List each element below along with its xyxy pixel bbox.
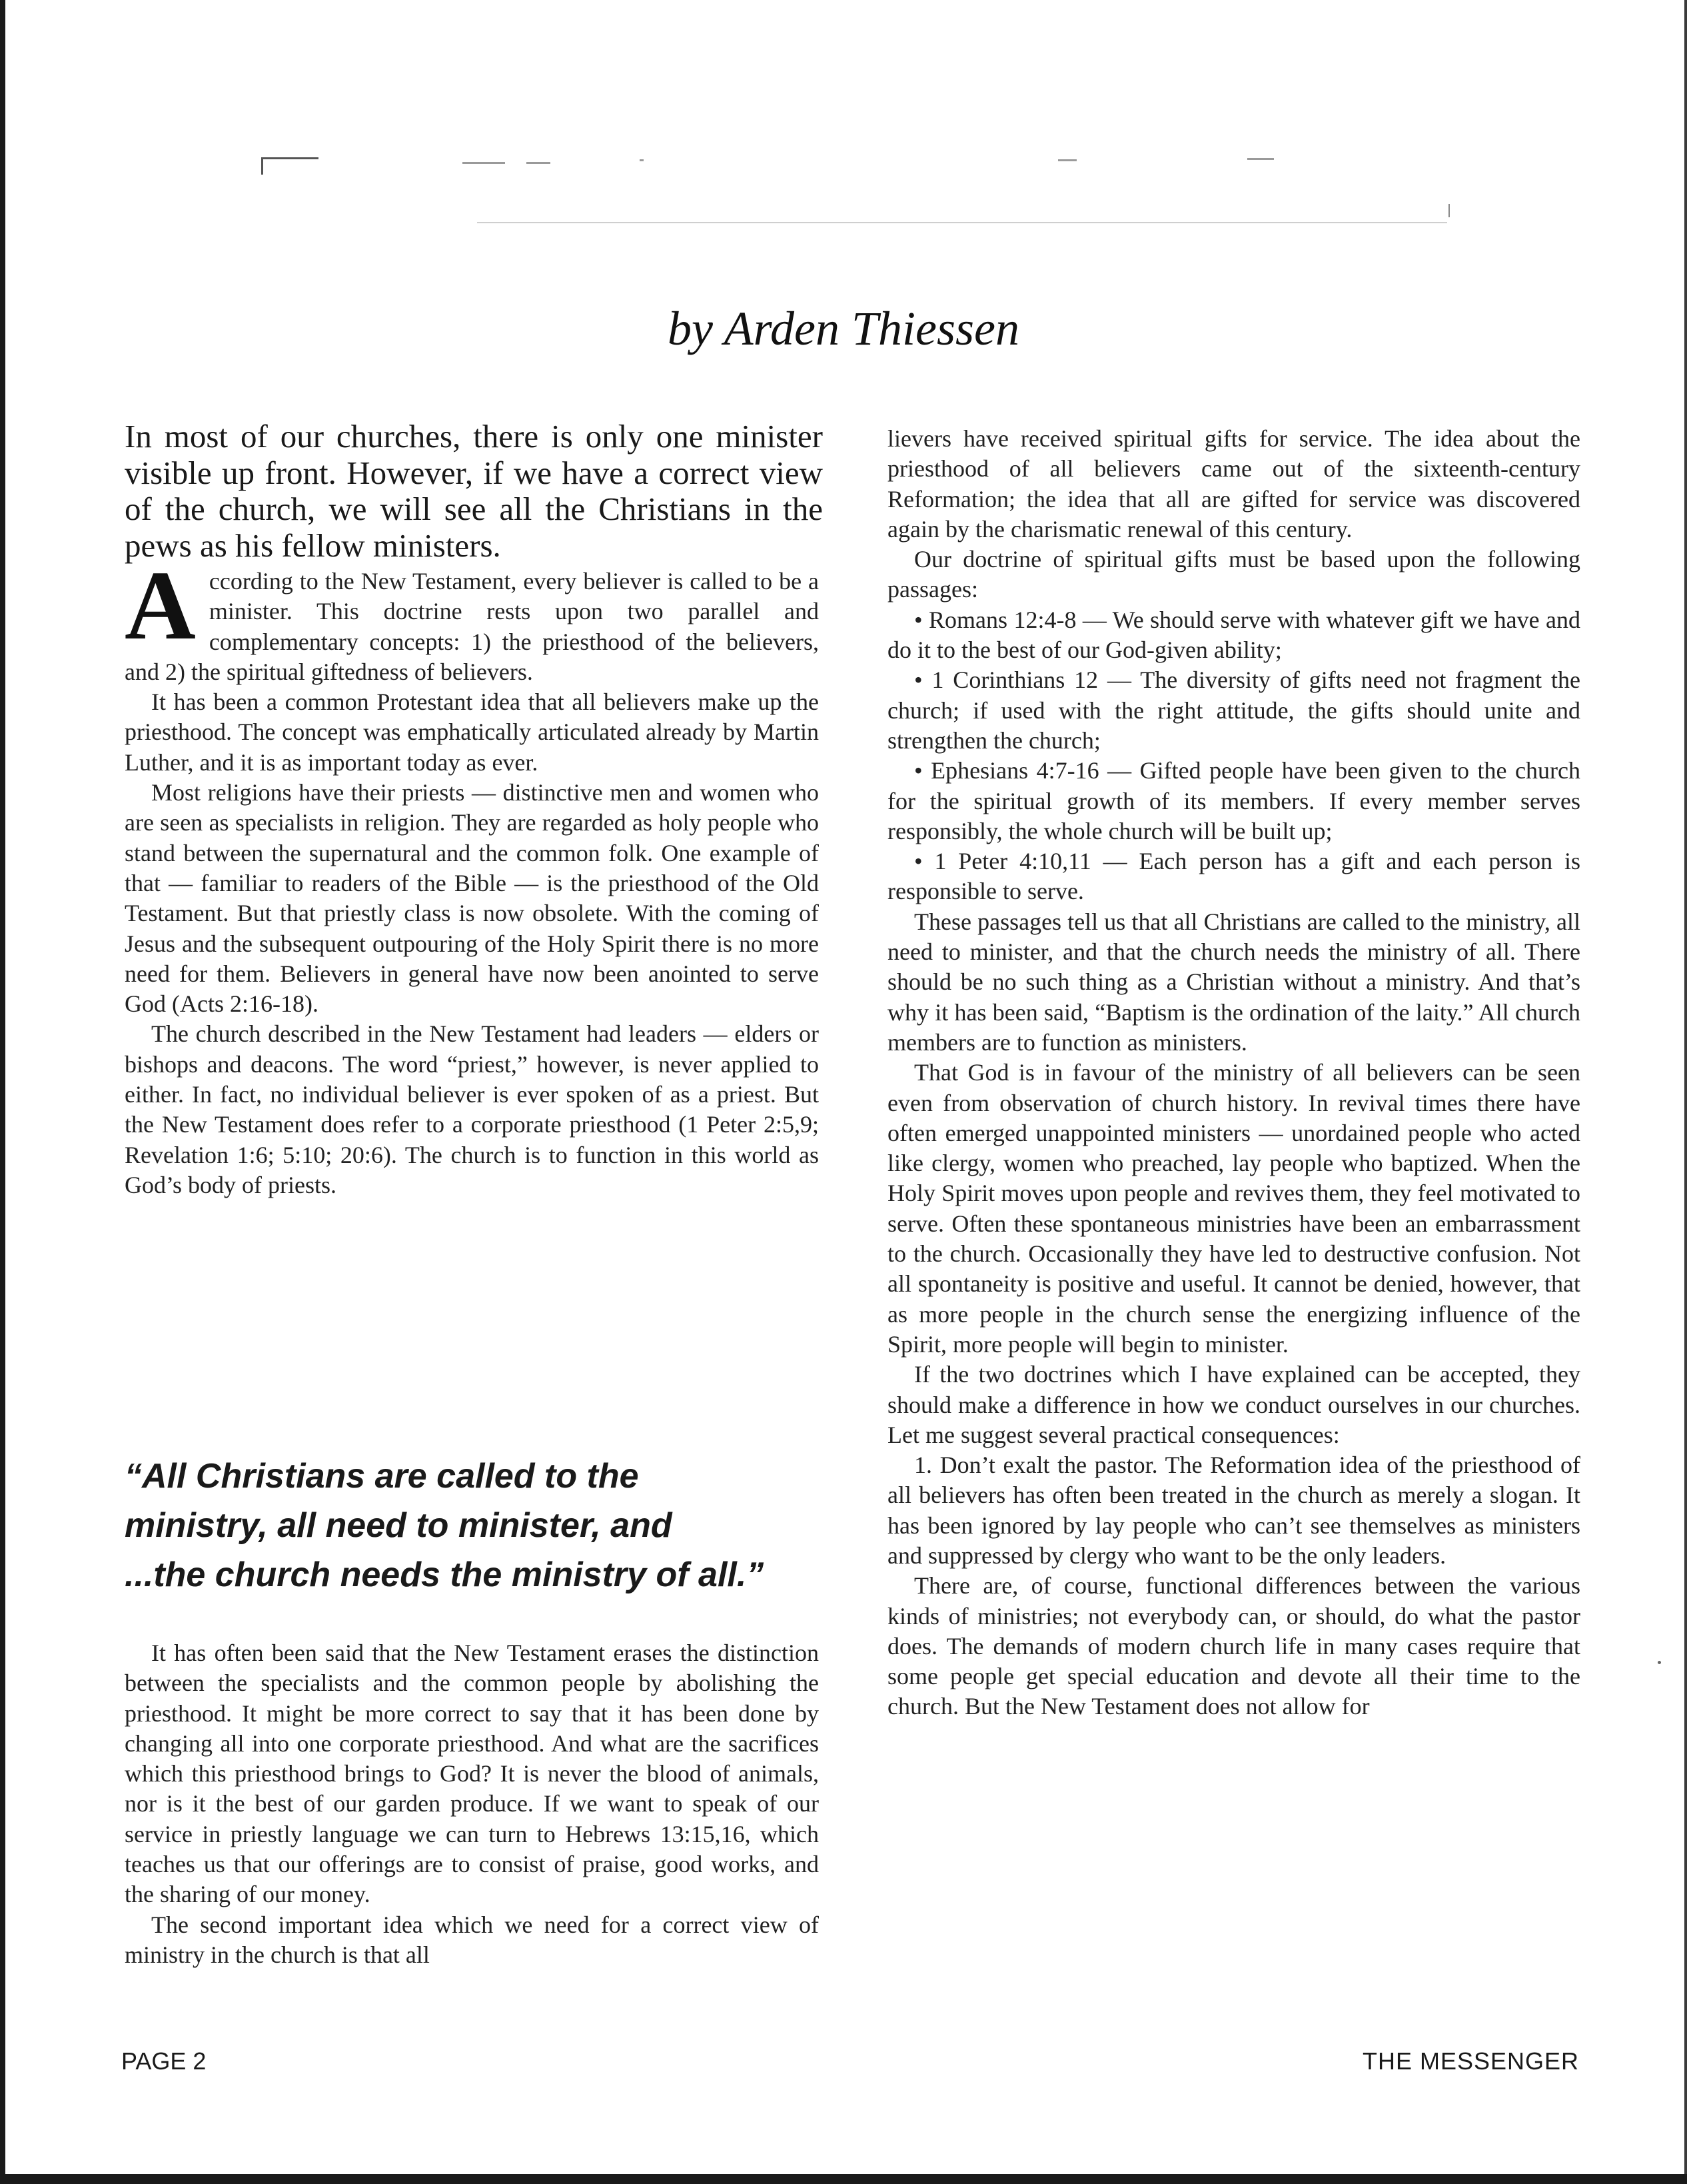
scripture-bullet: • 1 Peter 4:10,11 — Each person has a gift and each person is responsible to serve. bbox=[887, 848, 1580, 905]
article-paragraph: These passages tell us that all Christians are called to the ministry, all need to minister, and that the church needs the ministry of all. There should be no such thing as a Christian without a ministry. And that’s why it has been said, “Baptism is the ordination of the laity.” All church members are to function as ministers. bbox=[887, 908, 1580, 1056]
article-paragraph: The church described in the New Testament had leaders — elders or bishops and deacons. The word “priest,” however, is never applied to either. In fact, no individual believer is ever spoken of as a priest. But the New Testament does refer to a corporate priesthood (1 Peter 2:5,9; Revelation 1:6; 5:10; 20:6). The church is to function in this world as God’s body of priests. bbox=[125, 1020, 819, 1198]
drop-cap: A bbox=[125, 551, 196, 660]
article-paragraph: According to the New Testament, every believer is called to be a minister. This doctrine rests upon two parallel and complementary concepts: 1) the priesthood of the believers, and 2) the spiritual giftedness of believers. bbox=[125, 551, 819, 685]
article-paragraph: There are, of course, functional differences between the various kinds of ministries; not everybody can, or should, do what the pastor does. The demands of modern church life in many cases require that some people get special education and devote all their time to the church. But the New Testament does not allow for bbox=[887, 1572, 1580, 1720]
article-paragraph: Our doctrine of spiritual gifts must be based upon the following passages: bbox=[887, 546, 1580, 603]
article-paragraph: That God is in favour of the ministry of all believers can be seen even from observation of church history. In revival times there have often emerged unappointed ministers — unordained people who acted like clergy, women who preached, lay people who baptized. When the Holy Spirit moves upon people and revives them, they feel motivated to serve. Often these spontaneous ministries have been an embarrassment to the church. Occasionally they have led to destructive confusion. Not all spontaneity is positive and useful. It cannot be denied, however, that as more people in the church sense the energizing influence of the Spirit, more people will begin to minister. bbox=[887, 1059, 1580, 1358]
left-column-lower bbox=[125, 1638, 819, 1970]
left-column-upper bbox=[125, 551, 819, 1200]
page-number: PAGE 2 bbox=[121, 2047, 207, 2075]
pull-quote-line: ...the church needs the ministry of all.” bbox=[125, 1556, 764, 1594]
byline: by Arden Thiessen bbox=[668, 302, 1019, 355]
article-paragraph: It has been a common Protestant idea that all believers make up the priesthood. The concept was emphatically articulated already by Martin Luther, and it is as important today as ever. bbox=[125, 688, 819, 776]
scan-edge-bottom bbox=[0, 2174, 1687, 2184]
publication-name: THE MESSENGER bbox=[1362, 2047, 1579, 2075]
pull-quote bbox=[125, 1452, 838, 1600]
article-paragraph: lievers have received spiritual gifts for service. The idea about the priesthood of all believers came out of the sixteenth-century Reformation; the idea that all are gifted for service was discovered again by the charismatic renewal of this century. bbox=[887, 425, 1580, 543]
deck: In most of our churches, there is only one minister visible up front. However, if we have a correct view of the church, we will see all the Christians in the pews as his fellow ministers. bbox=[125, 418, 823, 564]
right-column bbox=[887, 424, 1580, 1722]
pull-quote-line: ministry, all need to minister, and bbox=[125, 1506, 672, 1545]
scan-speck bbox=[1658, 1661, 1661, 1664]
pull-quote-line: “All Christians are called to the bbox=[125, 1457, 639, 1496]
article-paragraph: The second important idea which we need for a correct view of ministry in the church is that all bbox=[125, 1911, 819, 1968]
article-paragraph: 1. Don’t exalt the pastor. The Reformation idea of the priesthood of all believers has often been treated in the church as merely a slogan. It has been ignored by lay people who can’t see themselves as ministers and suppressed by clergy who want to be the only leaders. bbox=[887, 1452, 1580, 1569]
article-paragraph: If the two doctrines which I have explained can be accepted, they should make a difference in how we conduct ourselves in our churches. Let me suggest several practical consequences: bbox=[887, 1361, 1580, 1448]
article-paragraph: Most religions have their priests — distinctive men and women who are seen as specialists in religion. They are regarded as holy people who stand between the supernatural and the common folk. One example of that — familiar to readers of the Bible — is the priesthood of the Old Testament. But that priestly class is now obsolete. With the coming of Jesus and the subsequent outpouring of the Holy Spirit there is no more need for them. Believers in general have now been anointed to serve God (Acts 2:16-18). bbox=[125, 779, 819, 1018]
scripture-bullet: • Ephesians 4:7-16 — Gifted people have been given to the church for the spiritual growth of its members. If every member serves responsibly, the whole church will be built up; bbox=[887, 757, 1580, 844]
scripture-bullet: • Romans 12:4-8 — We should serve with whatever gift we have and do it to the best of our God-given ability; bbox=[887, 606, 1580, 664]
scripture-bullet: • 1 Corinthians 12 — The diversity of gifts need not fragment the church; if used with the right attitude, the gifts should unite and strengthen the church; bbox=[887, 666, 1580, 754]
article-paragraph: It has often been said that the New Testament erases the distinction between the specialists and the common people by abolishing the priesthood. It might be more correct to say that it has been done by changing all into one corporate priesthood. And what are the sacrifices which this priesthood brings to God? It is never the blood of animals, nor is it the best of our garden produce. If we want to speak of our service in priestly language we can turn to Hebrews 13:15,16, which teaches us that our offerings are to consist of praise, good works, and the sharing of our money. bbox=[125, 1639, 819, 1908]
